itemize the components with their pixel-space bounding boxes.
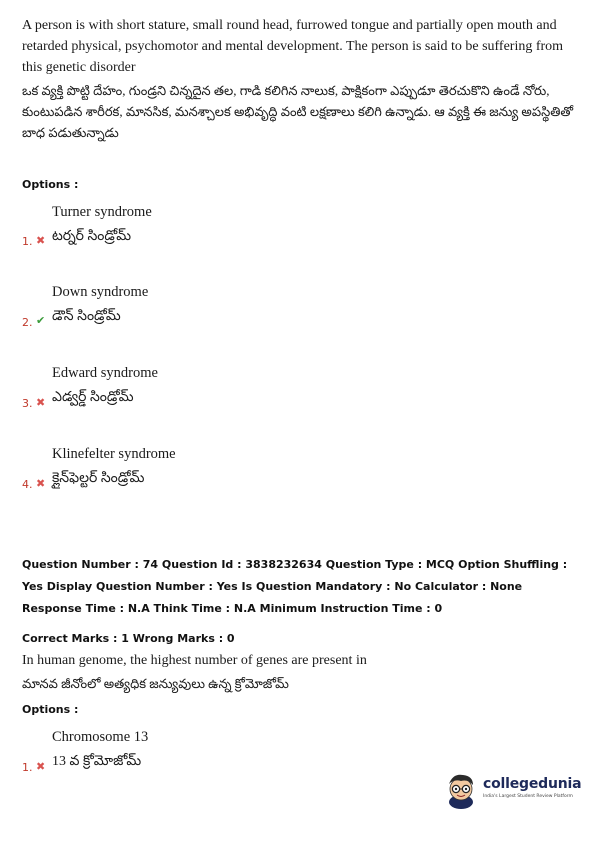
option-number: 4. xyxy=(22,478,33,491)
option-text-te: ఎడ్వర్డ్ సిండ్రోమ్ xyxy=(52,390,134,405)
option-text-en: Edward syndrome xyxy=(52,365,158,381)
cross-icon: ✖ xyxy=(36,760,46,773)
question-text-te: మానవ జీనోంలో అత్యధిక జన్యువులు ఉన్న క్రోమోజోమ్ xyxy=(22,676,289,691)
cross-icon: ✖ xyxy=(36,396,46,409)
option-text-en: Turner syndrome xyxy=(52,204,152,220)
cross-icon: ✖ xyxy=(36,477,46,490)
option-text-en: Down syndrome xyxy=(52,284,149,300)
question-text-te: ఒక వ్యక్తి పొట్టి దేహం, గుండ్రని చిన్నదైన తల, గాడి కలిగిన నాలుక, పాక్షికంగా ఎప్పుడూ తెరచుకొని ఉండే నోరు, కుంటుపడిన శారీరక, మానసిక, మనశ్చాలక అభివృద్ధి వంటి లక్షణాలు కలిగి ఉన్నాడు. ఆ వ్యక్తి ఈ జన్యు అపస్థితితో బాధ పడుతున్నాడు xyxy=(22,83,574,140)
options-heading: Options : xyxy=(22,703,79,716)
mascot-icon xyxy=(441,770,481,810)
option-text-te: టర్నర్ సిండ్రోమ్ xyxy=(52,229,132,244)
logo-wordmark: collegedunia xyxy=(483,776,582,792)
option-text-te: డౌన్ సిండ్రోమ్ xyxy=(52,309,121,324)
check-icon: ✔ xyxy=(36,314,46,327)
options-heading: Options : xyxy=(22,178,79,191)
option-number: 2. xyxy=(22,316,33,329)
option-text-en: Klinefelter syndrome xyxy=(52,446,176,462)
question-text-en: In human genome, the highest number of genes are present in xyxy=(22,653,367,668)
collegedunia-logo xyxy=(441,770,581,810)
question-metadata: Question Number : 74 Question Id : 3838232634 Question Type : MCQ Option Shuffling : Yes Display Question Number : Yes Is Question Mandatory : No Calculator : None Response Time : N.A Think Time : N.A Minimum Instruction Time : 0 xyxy=(22,558,568,615)
question-text-en: A person is with short stature, small round head, furrowed tongue and partially open mouth and retarded physical, psychomotor and mental development. The person is said to be suffering from this genetic disorder xyxy=(22,18,564,75)
question-marks: Correct Marks : 1 Wrong Marks : 0 xyxy=(22,632,235,645)
option-number: 3. xyxy=(22,397,33,410)
option-number: 1. xyxy=(22,761,33,774)
option-text-te: 13 వ క్రోమోజోమ్ xyxy=(52,754,142,769)
cross-icon: ✖ xyxy=(36,234,46,247)
logo-tagline: India's Largest Student Review Platform xyxy=(483,794,573,799)
option-text-te: క్లైన్‌ఫెల్టర్ సిండ్రోమ్ xyxy=(52,471,145,486)
option-text-en: Chromosome 13 xyxy=(52,729,149,745)
option-number: 1. xyxy=(22,235,33,248)
